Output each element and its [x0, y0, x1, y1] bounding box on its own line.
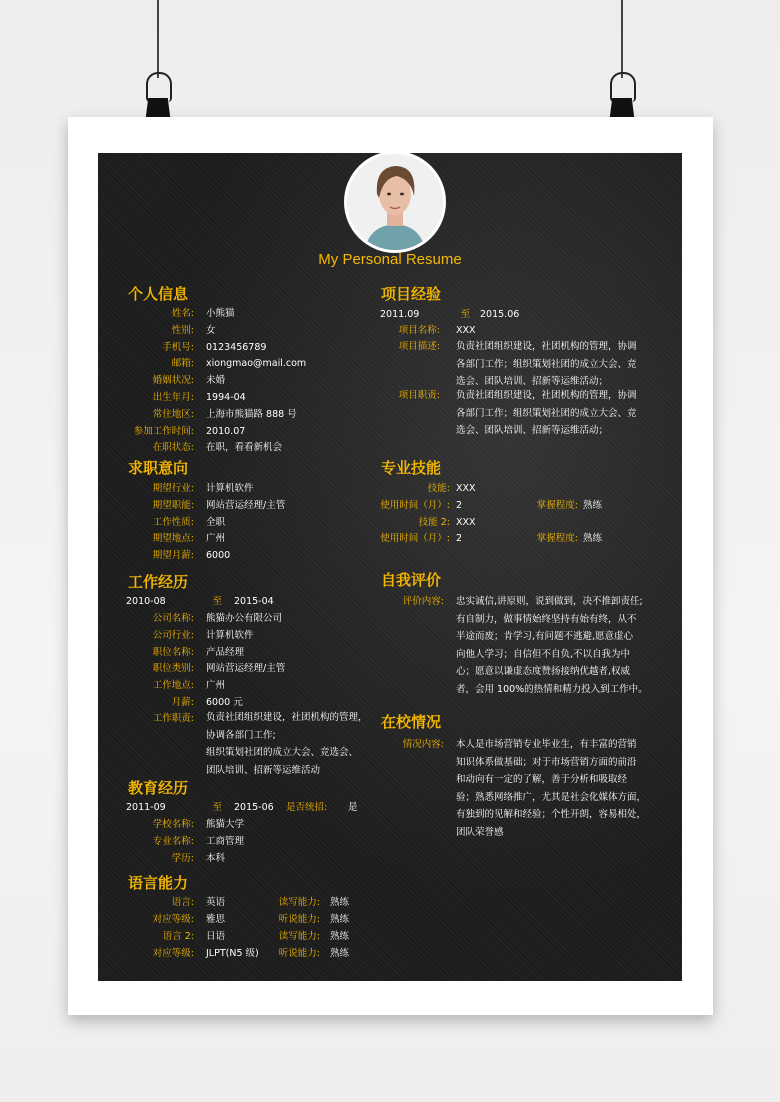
personal-value: 在职，看看新机会 — [206, 442, 283, 454]
skills-label: 使用时间（月）: — [380, 499, 450, 511]
project-role-line: 负责社团组织建设，社团机构的管理，协调 — [456, 390, 637, 401]
lang-heading: 语言能力 — [128, 874, 189, 892]
intent-label: 期望职能: — [152, 499, 194, 511]
skills-label2: 掌握程度: — [536, 499, 578, 511]
lang-label2: 听说能力: — [278, 948, 320, 959]
intent-value: 6000 — [206, 550, 231, 562]
lang-value2: 熟练 — [330, 948, 350, 959]
skills-label: 技能 2: — [418, 516, 450, 528]
work-value: 6000 元 — [206, 697, 243, 708]
skills-heading: 专业技能 — [381, 459, 442, 477]
edu-value: 熊猫大学 — [206, 819, 245, 830]
intent-value: 网站营运经理/主管 — [206, 499, 286, 511]
edu-value: 本科 — [206, 852, 226, 864]
intent-value: 全职 — [206, 516, 226, 528]
school-heading: 在校情况 — [381, 713, 442, 731]
skills-value: 2 — [456, 499, 463, 511]
edu-tongzhao: 是 — [348, 802, 358, 813]
self-label: 评价内容: — [402, 596, 444, 607]
work-value: 熊猫办公有限公司 — [206, 613, 283, 624]
personal-label: 婚姻状况: — [152, 375, 194, 387]
work-label: 公司名称: — [152, 613, 194, 624]
project-desc-label: 项目描述: — [398, 341, 440, 352]
resume-poster — [68, 117, 713, 1015]
project-role-label: 项目职责: — [398, 390, 440, 401]
intent-heading: 求职意向 — [128, 459, 189, 477]
project-heading: 项目经验 — [381, 285, 442, 303]
school-text — [456, 736, 666, 842]
edu-label: 专业名称: — [152, 835, 194, 847]
project-desc-line: 选会、团队培训、招新等运维活动； — [456, 376, 609, 388]
lang-label2: 听说能力: — [278, 914, 320, 925]
lang-label: 对应等级: — [152, 914, 194, 925]
binder-clip-right — [604, 0, 640, 135]
personal-value: 未婚 — [206, 375, 226, 387]
lang-value2: 熟练 — [330, 914, 350, 925]
intent-value: 广州 — [206, 533, 226, 545]
lang-label2: 读写能力: — [278, 931, 320, 942]
work-label: 职位类别: — [152, 663, 194, 675]
personal-value: 小熊猫 — [206, 308, 235, 319]
edu-start: 2011-09 — [126, 802, 166, 813]
edu-label: 学历: — [171, 852, 194, 864]
work-label: 职位名称: — [152, 646, 194, 658]
project-desc-line: 负责社团组织建设，社团机构的管理，协调 — [456, 341, 637, 352]
project-role-line: 各部门工作；组织策划社团的成立大会、竞 — [456, 407, 637, 419]
personal-label: 姓名: — [171, 308, 194, 319]
work-label: 月薪: — [171, 697, 194, 708]
resume-dark-panel — [98, 153, 682, 981]
edu-end: 2015-06 — [234, 802, 274, 813]
school-line: 有独到的见解和经验；个性开朗，容易相处， — [456, 809, 647, 821]
skills-value: XXX — [456, 483, 476, 494]
work-end: 2015-04 — [234, 596, 274, 607]
personal-value: 1994-04 — [206, 392, 246, 403]
skills-value: 2 — [456, 533, 463, 545]
personal-label: 在职状态: — [152, 442, 194, 454]
work-duty-label: 工作职责: — [152, 713, 194, 724]
personal-label: 常住地区: — [152, 408, 194, 420]
skills-value2: 熟练 — [583, 499, 603, 511]
personal-value: 上海市熊猫路 888 号 — [206, 408, 297, 420]
personal-value: 2010.07 — [206, 425, 246, 437]
work-duty-line: 协调各部门工作; — [206, 729, 276, 741]
lang-value: 日语 — [206, 931, 226, 942]
personal-value: xiongmao@mail.com — [206, 358, 307, 370]
work-duty-line: 组织策划社团的成立大会、竞选会、 — [206, 747, 359, 759]
work-value: 网站营运经理/主管 — [206, 663, 286, 675]
work-duty-text — [206, 709, 386, 779]
intent-label: 期望月薪: — [152, 550, 194, 562]
binder-clip-left — [140, 0, 176, 135]
self-heading: 自我评价 — [381, 571, 442, 589]
intent-label: 工作性质: — [152, 516, 194, 528]
intent-label: 期望行业: — [152, 483, 194, 494]
self-line: 半途而废；肯学习,有问题不逃避,愿意虚心 — [456, 631, 634, 643]
intent-label: 期望地点: — [152, 533, 194, 545]
personal-label: 邮箱: — [171, 358, 194, 370]
work-value: 广州 — [206, 680, 226, 692]
project-name: XXX — [456, 325, 476, 336]
school-line: 本人是市场营销专业毕业生，有丰富的营销 — [456, 739, 637, 750]
lang-value2: 熟练 — [330, 897, 350, 908]
self-line: 忠实诚信,讲原则，说到做到，决不推卸责任; — [456, 596, 643, 607]
skills-value: XXX — [456, 516, 476, 528]
work-duty-line: 负责社团组织建设，社团机构的管理， — [206, 712, 368, 723]
school-line: 和动向有一定的了解，善于分析和吸取经 — [456, 774, 628, 786]
work-value: 计算机软件 — [206, 629, 254, 641]
personal-heading: 个人信息 — [128, 285, 189, 303]
self-line: 向他人学习；自信但不自负,不以自我为中 — [456, 648, 631, 660]
work-label: 工作地点: — [152, 680, 194, 692]
self-line: 心；愿意以谦虚态度赞扬接纳优越者,权威 — [456, 666, 631, 678]
edu-heading: 教育经历 — [128, 779, 189, 797]
work-value: 产品经理 — [206, 646, 245, 658]
work-label: 公司行业: — [152, 629, 194, 641]
lang-value: JLPT(N5 级) — [206, 948, 259, 959]
project-to: 至 — [460, 309, 470, 320]
lang-label: 语言 2: — [162, 931, 194, 942]
lang-value2: 熟练 — [330, 931, 350, 942]
profile-photo — [344, 153, 446, 253]
personal-value: 0123456789 — [206, 341, 267, 353]
edu-value: 工商管理 — [206, 835, 245, 847]
project-desc-text — [456, 338, 662, 391]
skills-label: 技能: — [427, 483, 450, 494]
self-text — [456, 593, 666, 699]
lang-label: 语言: — [171, 897, 194, 908]
work-start: 2010-08 — [126, 596, 166, 607]
edu-tongzhao-label: 是否统招: — [286, 802, 328, 813]
school-line: 验；熟悉网络推广，尤其是社会化媒体方面， — [456, 791, 647, 803]
work-duty-line: 团队培训、招新等运维活动 — [206, 764, 321, 776]
work-heading: 工作经历 — [128, 573, 189, 591]
self-line: 有自制力，做事情始终坚持有始有终，从不 — [456, 613, 637, 625]
work-to: 至 — [212, 596, 222, 607]
project-role-line: 选会、团队培训、招新等运维活动； — [456, 425, 609, 437]
edu-label: 学校名称: — [152, 819, 194, 830]
lang-value: 英语 — [206, 897, 226, 908]
personal-label: 手机号: — [162, 341, 194, 353]
project-name-label: 项目名称: — [398, 325, 440, 336]
skills-label: 使用时间（月）: — [380, 533, 450, 545]
project-desc-line: 各部门工作；组织策划社团的成立大会、竞 — [456, 358, 637, 370]
personal-label: 参加工作时间: — [133, 425, 194, 437]
skills-label2: 掌握程度: — [536, 533, 578, 545]
personal-label: 性别: — [171, 324, 194, 336]
project-role-text — [456, 387, 662, 440]
skills-value2: 熟练 — [583, 533, 603, 545]
project-start: 2011.09 — [380, 309, 420, 320]
resume-title: My Personal Resume — [318, 251, 462, 268]
personal-label: 出生年月: — [152, 392, 194, 403]
school-line: 知识体系做基础；对于市场营销方面的前沿 — [456, 756, 637, 768]
lang-label2: 读写能力: — [278, 897, 320, 908]
school-line: 团队荣誉感 — [456, 826, 504, 838]
school-label: 情况内容: — [402, 739, 444, 750]
edu-to: 至 — [212, 802, 222, 813]
personal-value: 女 — [206, 324, 216, 336]
lang-label: 对应等级: — [152, 948, 194, 959]
intent-value: 计算机软件 — [206, 483, 254, 494]
lang-value: 雅思 — [206, 914, 226, 925]
project-end: 2015.06 — [480, 309, 520, 320]
self-line: 者，会用 100%的热情和精力投入到工作中。 — [456, 683, 648, 695]
